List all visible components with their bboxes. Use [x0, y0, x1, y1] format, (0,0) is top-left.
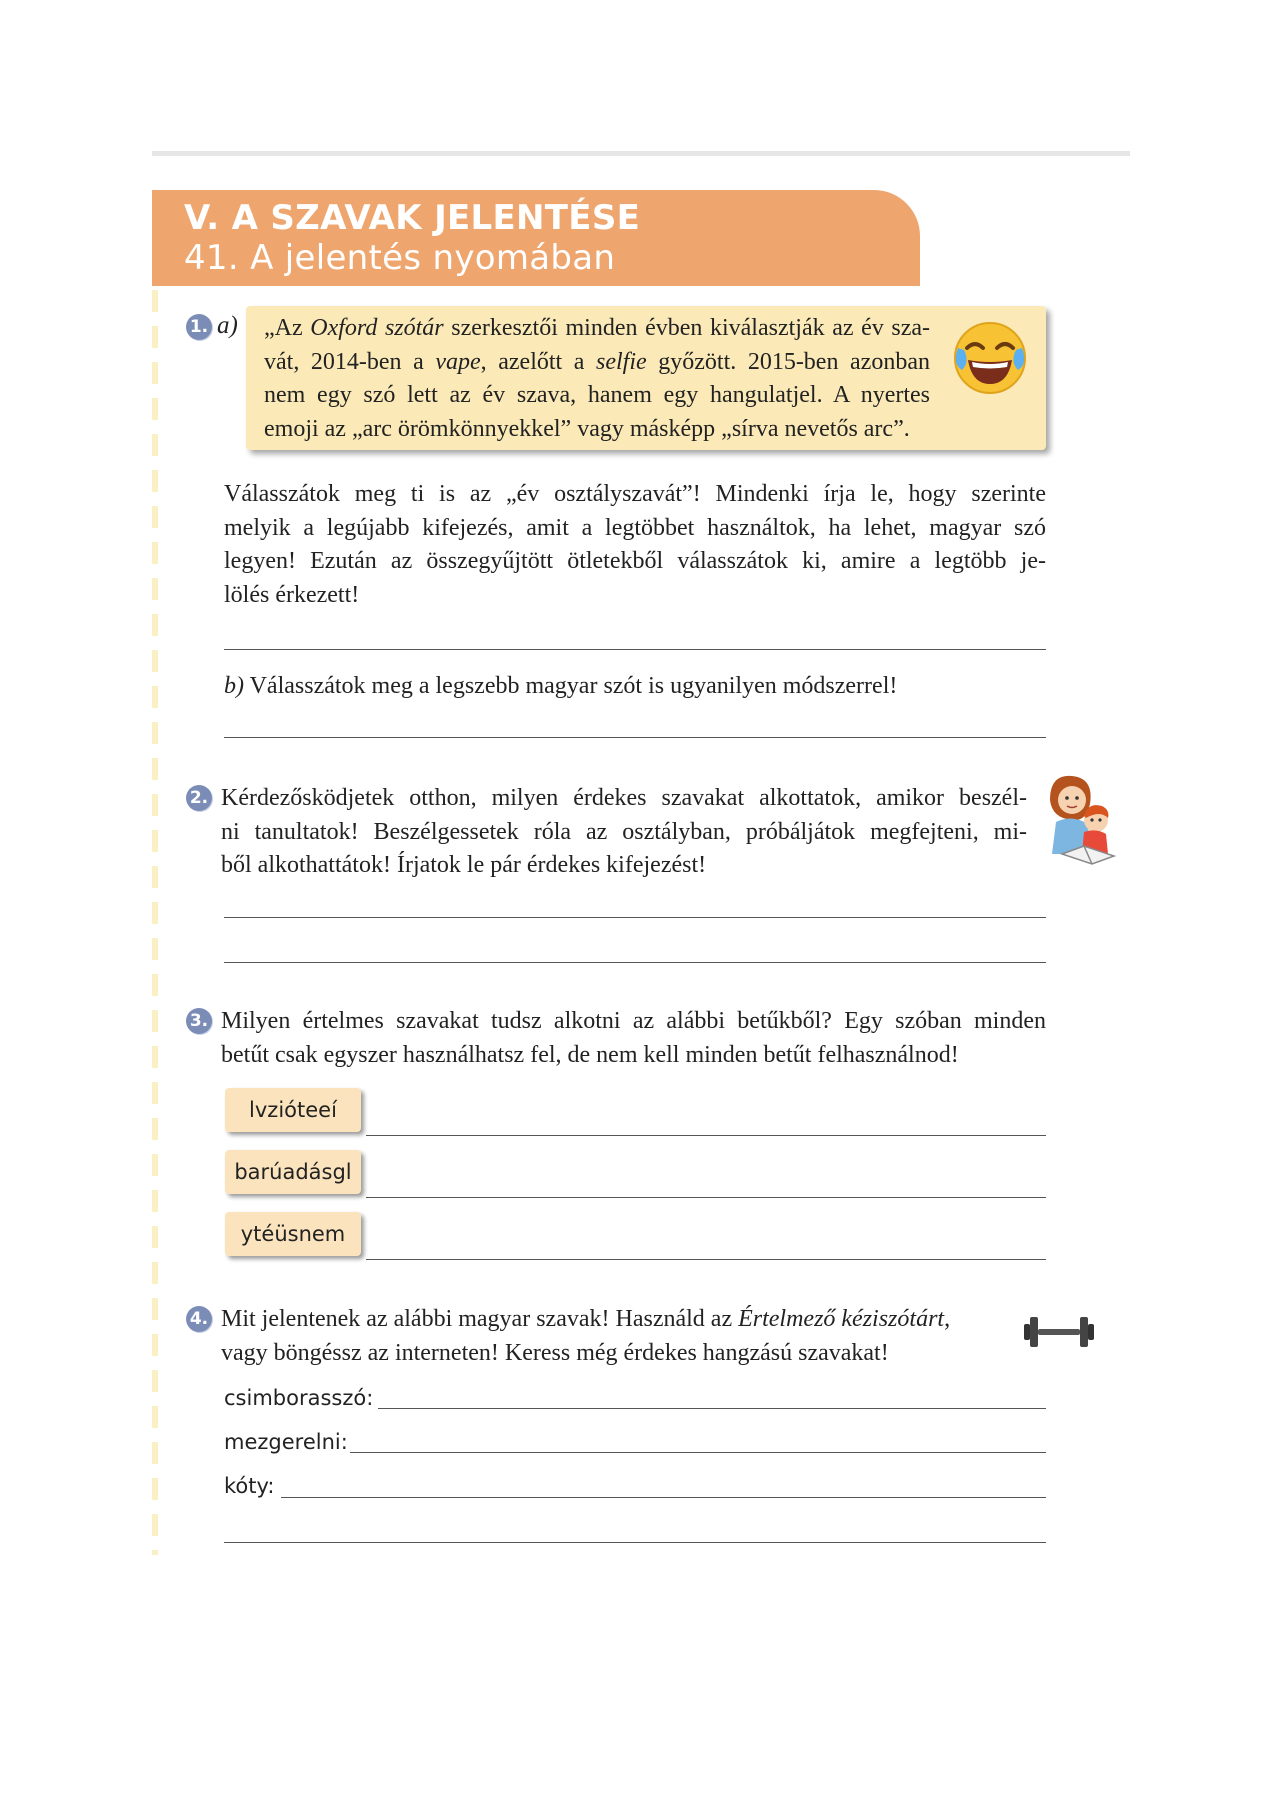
answer-line-3c[interactable]: [366, 1259, 1046, 1260]
task-3-number: 3.: [186, 1008, 212, 1034]
answer-line-4d[interactable]: [224, 1542, 1046, 1543]
quote-line-3: nem egy szó lett az év szava, hanem egy hangulatjel. A nyertes: [264, 382, 930, 408]
task-2-number: 2.: [186, 785, 212, 811]
letter-set-1: lvzióteeí: [225, 1088, 361, 1132]
task-2-instruction: Kérdezősködjetek otthon, milyen érdekes szavakat alkottatok, amikor beszél- ni tanultatok! Beszélgessetek róla az osztályban, próbáljátok megfejteni, mi- ből alkothattátok! Írjatok le pár érdekes kifejezést!: [221, 785, 1027, 878]
answer-line-1a[interactable]: [224, 649, 1046, 650]
answer-line-3a[interactable]: [366, 1135, 1046, 1136]
task-1b-label: b): [224, 673, 244, 699]
answer-line-3b[interactable]: [366, 1197, 1046, 1198]
answer-line-2a[interactable]: [224, 917, 1046, 918]
task-1-number: 1.: [186, 314, 212, 340]
margin-stripe: [152, 290, 158, 1555]
letter-set-3: ytéüsnem: [225, 1212, 361, 1256]
quote-line-2: vát, 2014-ben a vape, azelőtt a selfie győzött. 2015-ben azonban: [264, 348, 930, 375]
quote-line-4: emoji az „arc örömkönnyekkel” vagy másképp „sírva nevetős arc”.: [264, 415, 910, 442]
answer-line-4a[interactable]: [378, 1408, 1046, 1409]
task-3-instruction: Milyen értelmes szavakat tudsz alkotni az alábbi betűkből? Egy szóban minden betűt csak egyszer használhatsz fel, de nem kell minden betűt felhasználnod!: [221, 1008, 1046, 1068]
reading-family-icon: [1042, 770, 1120, 866]
chapter-header: [152, 190, 920, 286]
task-1b-instruction: b) Válasszátok meg a legszebb magyar szót is ugyanilyen módszerrel!: [224, 673, 898, 699]
answer-line-4b[interactable]: [350, 1452, 1046, 1453]
answer-line-1b[interactable]: [224, 737, 1046, 738]
task-4-number: 4.: [186, 1306, 212, 1332]
quote-text: [264, 312, 930, 446]
word-3: kóty:: [224, 1474, 275, 1498]
task-4-instruction: Mit jelentenek az alábbi magyar szavak! Használd az Értelmező kéziszótárt, vagy böngéssz az interneten! Keress még érdekes hangzású szavakat!: [221, 1306, 951, 1366]
top-rule: [152, 151, 1130, 156]
quote-box: [246, 306, 1046, 450]
quote-line-1: „Az Oxford szótár szerkesztői minden évben kiválasztják az év sza-: [264, 315, 931, 341]
answer-line-2b[interactable]: [224, 962, 1046, 963]
chapter-title: V. A SZAVAK JELENTÉSE: [184, 198, 641, 238]
lesson-title: 41. A jelentés nyomában: [184, 238, 616, 278]
word-1: csimborasszó:: [224, 1386, 374, 1410]
answer-line-4c[interactable]: [281, 1497, 1046, 1498]
task-1a-instruction: Válasszátok meg ti is az „év osztályszavát”! Mindenki írja le, hogy szerinte melyik a legújabb kifejezés, amit a legtöbbet használtok, ha lehet, magyar szó legyen! Ezután az összegyűjtött ötletekből válasszátok ki, amire a legtöbb je- lölés érkezett!: [224, 481, 1046, 608]
task-1a-label: a): [217, 312, 238, 339]
dumbbell-icon: [1022, 1312, 1096, 1352]
laughing-emoji-icon: [950, 318, 1030, 398]
letter-set-2: barúadásgl: [225, 1150, 361, 1194]
word-2: mezgerelni:: [224, 1430, 348, 1454]
